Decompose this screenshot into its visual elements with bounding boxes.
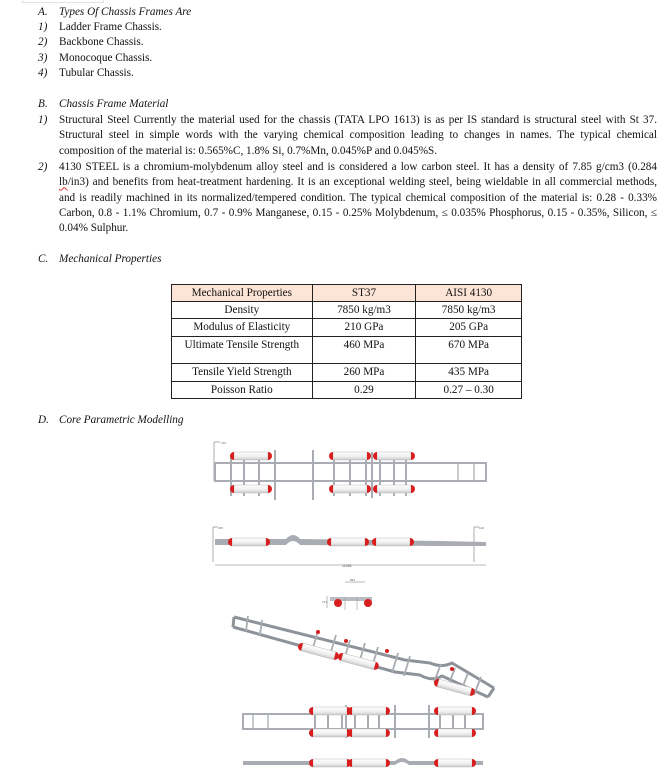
list-item-text: Backbone Chassis.	[59, 36, 144, 48]
table-header-cell: AISI 4130	[416, 285, 522, 302]
chassis-cad-figure	[0, 430, 667, 779]
table-cell: Poisson Ratio	[172, 382, 313, 399]
section-a-heading	[38, 6, 191, 18]
mechanical-properties-table	[171, 284, 522, 399]
list-item	[38, 21, 162, 33]
chassis-end-view	[322, 578, 372, 610]
table-header-cell: ST37	[312, 285, 416, 302]
material-paragraph-4130	[38, 160, 657, 236]
table-cell: 260 MPa	[312, 364, 416, 382]
chassis-top-view	[214, 441, 486, 500]
svg-text:11465: 11465	[342, 564, 352, 568]
list-item-number: 4)	[38, 67, 48, 79]
svg-text:854: 854	[350, 578, 356, 582]
table-row	[172, 302, 522, 319]
table-cell: Modulus of Elasticity	[172, 319, 313, 337]
chassis-top-view-2	[243, 705, 483, 738]
list-item	[38, 52, 152, 64]
table-cell: 205 GPa	[416, 319, 522, 337]
list-item-number: 2)	[38, 161, 48, 173]
section-a-title: Types Of Chassis Frames Are	[59, 6, 192, 18]
table-row	[172, 337, 522, 364]
table-row	[172, 382, 522, 399]
list-item-number: 1)	[38, 21, 48, 33]
section-d-label: D.	[38, 414, 49, 426]
paragraph-text: /in3) and benefits from heat-treatment hardening. It is an exceptional welding steel, being wieldable in all commercial methods, and is readily machined in its normalized/tempered condition. The typical chemical composition of the material is: 0.28 - 0.33% Carbon, 0.8 - 1.1% Chromium, 0.7 - 0.9% Manganese, 0.15 - 0.25% Molybdenum, ≤ 0.035% Phosphorus, 0.15 - 0.35%, Silicon, ≤ 0.04% Sulphur.	[59, 176, 657, 235]
section-c-heading	[38, 253, 161, 265]
table-cell: 7850 kg/m3	[312, 302, 416, 319]
list-item	[38, 67, 134, 79]
table-cell: 7850 kg/m3	[416, 302, 522, 319]
section-a-label: A.	[38, 6, 48, 18]
list-item-text: Ladder Frame Chassis.	[59, 21, 162, 33]
svg-text:345: 345	[218, 526, 224, 530]
list-item-text: Tubular Chassis.	[59, 67, 134, 79]
page-header-artifact	[22, 0, 104, 3]
table-cell: 210 GPa	[312, 319, 416, 337]
section-d-title: Core Parametric Modelling	[59, 414, 184, 426]
table-cell: 0.29	[312, 382, 416, 399]
section-c-label: C.	[38, 253, 49, 265]
table-cell: 670 MPa	[416, 337, 522, 364]
list-item-text: Monocoque Chassis.	[59, 52, 153, 64]
table-cell: Ultimate Tensile Strength	[172, 337, 313, 364]
section-c-title: Mechanical Properties	[59, 253, 162, 265]
list-item-number: 2)	[38, 36, 48, 48]
svg-text:120: 120	[479, 526, 485, 530]
table-header-row	[172, 285, 522, 302]
section-b-heading	[38, 98, 168, 110]
list-item	[38, 36, 144, 48]
material-paragraph-st37	[38, 113, 657, 159]
table-cell: 0.27 – 0.30	[416, 382, 522, 399]
section-b-title: Chassis Frame Material	[59, 98, 169, 110]
table-header-cell: Mechanical Properties	[172, 285, 313, 302]
list-item-number: 1)	[38, 114, 48, 126]
table-cell: Density	[172, 302, 313, 319]
section-b-label: B.	[38, 98, 48, 110]
chassis-isometric-view	[233, 616, 494, 697]
spellcheck-underlined-word: lb	[59, 176, 68, 189]
table-cell: 460 MPa	[312, 337, 416, 364]
chassis-side-view	[213, 526, 486, 568]
svg-text:470: 470	[221, 441, 227, 445]
table-row	[172, 364, 522, 382]
section-d-heading	[38, 414, 184, 426]
table-row	[172, 319, 522, 337]
paragraph-text: Structural Steel Currently the material used for the chassis (TATA LPO 1613) is as per IS standard is structural steel with St 37. Structural steel in simple words with the varying chemical composition leading to changes in names. The typical chemical composition of the material is: 0.565%C, 1.8% Si, 0.7%Mn, 0.045%P and 0.045%S.	[59, 114, 657, 157]
list-item-number: 3)	[38, 52, 48, 64]
svg-text:271: 271	[322, 600, 328, 604]
chassis-side-view-2	[243, 758, 483, 767]
table-cell: Tensile Yield Strength	[172, 364, 313, 382]
paragraph-text: 4130 STEEL is a chromium-molybdenum alloy steel and is considered a low carbon steel. It has a density of 7.85 g/cm3 (0.284	[59, 161, 657, 173]
table-cell: 435 MPa	[416, 364, 522, 382]
